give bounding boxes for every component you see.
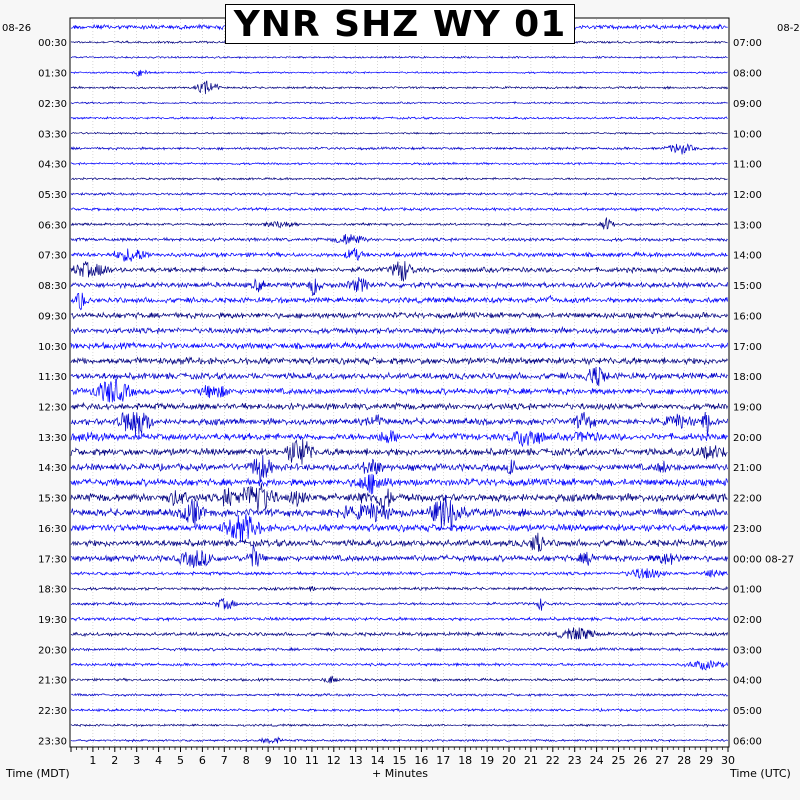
right-time-label: 04:00: [733, 675, 762, 687]
right-axis-label: Time (UTC): [730, 767, 791, 780]
left-time-label: 00:30: [38, 38, 67, 50]
x-tick-label: 11: [304, 754, 319, 767]
chart-title: YNR SHZ WY 01: [225, 4, 575, 44]
left-time-label: 21:30: [38, 675, 67, 687]
right-time-label: 05:00: [733, 706, 762, 718]
left-time-label: 08:30: [38, 281, 67, 293]
x-tick-label: 6: [198, 754, 206, 767]
x-tick-label: 20: [502, 754, 516, 767]
right-time-label: 20:00: [733, 432, 762, 444]
x-tick-label: 29: [699, 754, 714, 767]
right-time-label: 16:00: [733, 311, 762, 323]
left-time-label: 05:30: [38, 189, 67, 201]
right-time-label: 21:00: [733, 463, 762, 475]
right-time-label: 07:00: [733, 38, 762, 50]
right-time-label: 19:00: [733, 402, 762, 414]
left-time-label: 01:30: [38, 68, 67, 80]
right-time-label: 09:00: [733, 98, 762, 110]
left-time-label: 10:30: [38, 341, 67, 353]
left-time-label: 02:30: [38, 98, 67, 110]
x-tick-label: 8: [242, 754, 250, 767]
right-time-label: 03:00: [733, 645, 762, 657]
right-time-label: 01:00: [733, 584, 762, 596]
right-time-label: 18:00: [733, 372, 762, 384]
left-axis-label: Time (MDT): [6, 767, 70, 780]
left-time-label: 06:30: [38, 220, 67, 232]
x-tick-label: 12: [326, 754, 341, 767]
x-tick-label: 18: [458, 754, 473, 767]
left-time-label: 22:30: [38, 706, 67, 718]
left-time-label: 13:30: [38, 432, 67, 444]
left-time-label: 11:30: [38, 372, 67, 384]
x-axis-label: + Minutes: [371, 767, 429, 780]
x-tick-label: 23: [567, 754, 582, 767]
x-tick-label: 22: [545, 754, 560, 767]
x-tick-label: 17: [436, 754, 451, 767]
left-time-label: 04:30: [38, 159, 67, 171]
right-time-label: 22:00: [733, 493, 762, 505]
right-date-label: 08-2: [777, 23, 800, 34]
x-tick-label: 4: [155, 754, 163, 767]
x-tick-label: 27: [655, 754, 670, 767]
right-time-label: 17:00: [733, 341, 762, 353]
x-tick-label: 13: [348, 754, 363, 767]
left-time-label: 16:30: [38, 523, 67, 535]
right-time-label: 10:00: [733, 129, 762, 141]
x-tick-label: 7: [220, 754, 228, 767]
left-time-label: 07:30: [38, 250, 67, 262]
right-time-label: 08:00: [733, 68, 762, 80]
left-time-label: 12:30: [38, 402, 67, 414]
right-time-label: 12:00: [733, 189, 762, 201]
x-tick-label: 3: [133, 754, 141, 767]
left-time-label: 09:30: [38, 311, 67, 323]
x-tick-label: 24: [589, 754, 604, 767]
right-time-label: 13:00: [733, 220, 762, 232]
x-tick-label: 2: [111, 754, 119, 767]
right-time-label: 06:00: [733, 736, 762, 748]
x-tick-label: 14: [370, 754, 385, 767]
left-time-label: 15:30: [38, 493, 67, 505]
right-time-label: 02:00: [733, 615, 762, 627]
x-tick-label: 25: [611, 754, 626, 767]
x-tick-label: 19: [480, 754, 495, 767]
x-tick-label: 28: [677, 754, 692, 767]
left-time-label: 03:30: [38, 129, 67, 141]
left-date-label: 08-26: [2, 23, 32, 34]
left-time-label: 17:30: [38, 554, 67, 566]
x-tick-label: 21: [523, 754, 538, 767]
left-time-label: 20:30: [38, 645, 67, 657]
x-tick-label: 1: [89, 754, 97, 767]
x-tick-label: 9: [264, 754, 272, 767]
x-tick-label: 15: [392, 754, 407, 767]
right-time-label: 23:00: [733, 523, 762, 535]
right-time-label: 00:00 08-27: [733, 554, 795, 566]
x-tick-label: 30: [721, 754, 735, 767]
x-tick-label: 16: [414, 754, 429, 767]
left-time-label: 19:30: [38, 615, 67, 627]
right-time-label: 15:00: [733, 281, 762, 293]
x-tick-label: 10: [283, 754, 297, 767]
x-tick-label: 26: [633, 754, 648, 767]
left-time-label: 18:30: [38, 584, 67, 596]
right-time-label: 14:00: [733, 250, 762, 262]
left-time-label: 23:30: [38, 736, 67, 748]
x-tick-label: 5: [177, 754, 184, 767]
right-time-label: 11:00: [733, 159, 762, 171]
left-time-label: 14:30: [38, 463, 67, 475]
